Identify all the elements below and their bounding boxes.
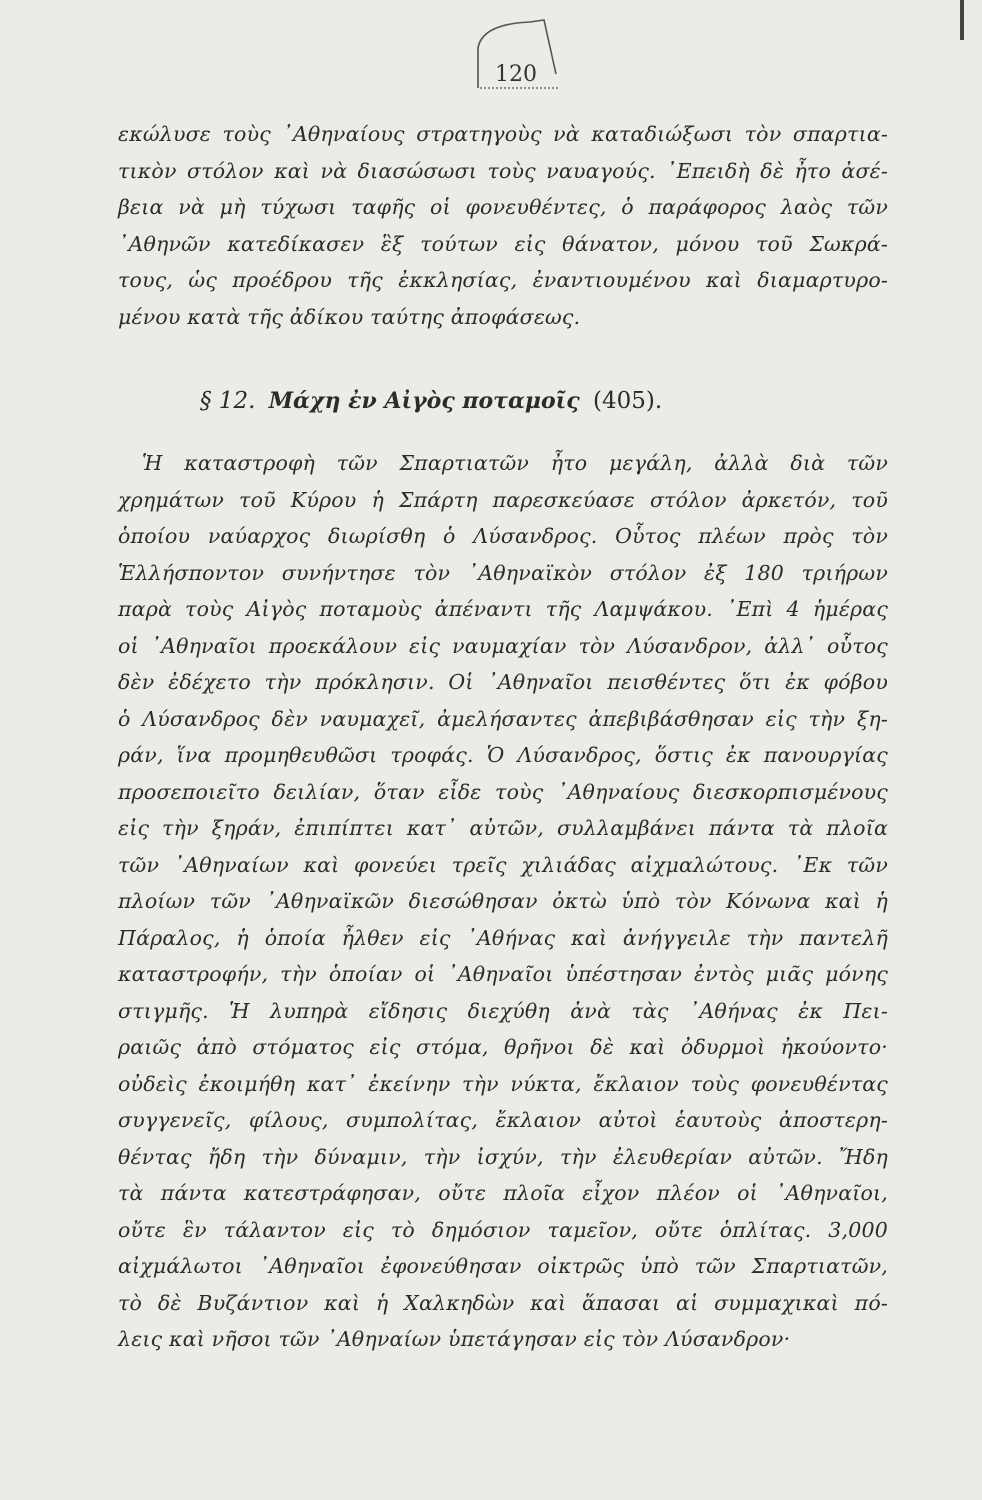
- text-line: οὐδεὶς ἐκοιμήθη κατ᾿ ἐκείνην τὴν νύκτα, ἔκλαιον τοὺς φονευθέντας: [118, 1071, 888, 1096]
- text-line: λεις καὶ νῆσοι τῶν ᾿Αθηναίων ὑπετάγησαν εἰς τὸν Λύσανδρον·: [118, 1327, 791, 1351]
- text-line: αἰχμάλωτοι ᾿Αθηναῖοι ἐφονεύθησαν οἰκτρῶς ὑπὸ τῶν Σπαρτιατῶν,: [118, 1254, 888, 1278]
- text-line: συγγενεῖς, φίλους, συμπολίτας, ἔκλαιον αὐτοὶ ἑαυτοὺς ἀποστερη-: [118, 1108, 888, 1132]
- text-line: Ἑλλήσποντον συνήντησε τὸν ᾿Αθηναϊκὸν στόλον ἐξ 180 τριήρων: [118, 560, 888, 585]
- paragraph-body: [118, 445, 888, 1358]
- text-line: ὁποίου ναύαρχος διωρίσθη ὁ Λύσανδρος. Οὗτος πλέων πρὸς τὸν: [118, 524, 888, 548]
- page-number: 120: [495, 62, 537, 87]
- text-line: τῶν ᾿Αθηναίων καὶ φονεύει τρεῖς χιλιάδας αἰχμαλώτους. ᾿Εκ τῶν: [118, 852, 888, 877]
- text-line: οὔτε ἓν τάλαντον εἰς τὸ δημόσιον ταμεῖον, οὔτε ὁπλίτας. 3,000: [118, 1217, 888, 1242]
- text-line: δὲν ἐδέχετο τὴν πρόκλησιν. Οἱ ᾿Αθηναῖοι πεισθέντες ὅτι ἐκ φόβου: [118, 670, 888, 694]
- text-line: Ἡ καταστροφὴ τῶν Σπαρτιατῶν ἦτο μεγάλη, ἀλλὰ διὰ τῶν: [142, 451, 888, 475]
- text-line: παρὰ τοὺς Αἰγὸς ποταμοὺς ἀπέναντι τῆς Λαμψάκου. ᾿Επὶ 4 ἡμέρας: [118, 597, 888, 621]
- text-line: ραιῶς ἀπὸ στόματος εἰς στόμα, θρῆνοι δὲ καὶ ὀδυρμοὶ ἠκούοντο·: [118, 1035, 888, 1059]
- section-heading: [200, 383, 840, 419]
- text-line: τὸ δὲ Βυζάντιον καὶ ἡ Χαλκηδὼν καὶ ἅπασαι αἱ συμμαχικαὶ πό-: [118, 1290, 888, 1315]
- text-line: πλοίων τῶν ᾿Αθηναϊκῶν διεσώθησαν ὀκτὼ ὑπὸ τὸν Κόνωνα καὶ ἡ: [118, 889, 888, 913]
- text-line: ὁ Λύσανδρος δὲν ναυμαχεῖ, ἀμελήσαντες ἀπεβιβάσθησαν εἰς τὴν ξη-: [118, 706, 888, 731]
- text-line: θέντας ἤδη τὴν δύναμιν, τὴν ἰσχύν, τὴν ἐλευθερίαν αὐτῶν. Ἤδη: [118, 1144, 888, 1169]
- text-line: εκώλυσε τοὺς ᾿Αθηναίους στρατηγοὺς νὰ καταδιώξωσι τὸν σπαρτια-: [118, 122, 888, 146]
- text-line: μένου κατὰ τῆς ἀδίκου ταύτης ἀποφάσεως.: [118, 304, 581, 329]
- text-line: ᾿Αθηνῶν κατεδίκασεν ἓξ τούτων εἰς θάνατον, μόνου τοῦ Σωκρά-: [118, 231, 888, 256]
- text-line: οἱ ᾿Αθηναῖοι προεκάλουν εἰς ναυμαχίαν τὸν Λύσανδρον, ἀλλ᾿ οὗτος: [118, 633, 888, 658]
- paragraph-continuation: [118, 116, 888, 335]
- text-line: τὰ πάντα κατεστράφησαν, οὔτε πλοῖα εἶχον πλέον οἱ ᾿Αθηναῖοι,: [118, 1181, 888, 1205]
- section-title: Μάχη ἐν Αἰγὸς ποταμοῖς: [268, 388, 580, 414]
- text-line: καταστροφήν, τὴν ὁποίαν οἱ ᾿Αθηναῖοι ὑπέστησαν ἐντὸς μιᾶς μόνης: [118, 962, 888, 986]
- text-line: στιγμῆς. Ἡ λυπηρὰ εἴδησις διεχύθη ἀνὰ τὰς ᾿Αθήνας ἐκ Πει-: [118, 998, 888, 1023]
- text-line: ράν, ἵνα προμηθευθῶσι τροφάς. Ὁ Λύσανδρος, ὅστις ἐκ πανουργίας: [118, 743, 888, 767]
- section-number: § 12.: [200, 388, 256, 414]
- page-edge-mark: [960, 0, 964, 40]
- page-number-frame: [470, 18, 562, 90]
- text-line: εἰς τὴν ξηράν, ἐπιπίπτει κατ᾿ αὐτῶν, συλλαμβάνει πάντα τὰ πλοῖα: [118, 816, 888, 840]
- text-line: προσεποιεῖτο δειλίαν, ὅταν εἶδε τοὺς ᾿Αθηναίους διεσκορπισμένους: [118, 779, 888, 804]
- text-line: χρημάτων τοῦ Κύρου ἡ Σπάρτη παρεσκεύασε στόλον ἀρκετόν, τοῦ: [118, 487, 888, 512]
- section-year: (405).: [593, 388, 663, 414]
- text-line: Πάραλος, ἡ ὁποία ἦλθεν εἰς ᾿Αθήνας καὶ ἀνήγγειλε τὴν παντελῆ: [118, 925, 888, 950]
- text-line: τικὸν στόλον καὶ νὰ διασώσωσι τοὺς ναυαγούς. ᾿Επειδὴ δὲ ἦτο ἀσέ-: [118, 158, 888, 183]
- text-line: βεια νὰ μὴ τύχωσι ταφῆς οἱ φονευθέντες, ὁ παράφορος λαὸς τῶν: [118, 195, 888, 219]
- text-line: τους, ὡς προέδρου τῆς ἐκκλησίας, ἐναντιουμένου καὶ διαμαρτυρο-: [118, 268, 888, 292]
